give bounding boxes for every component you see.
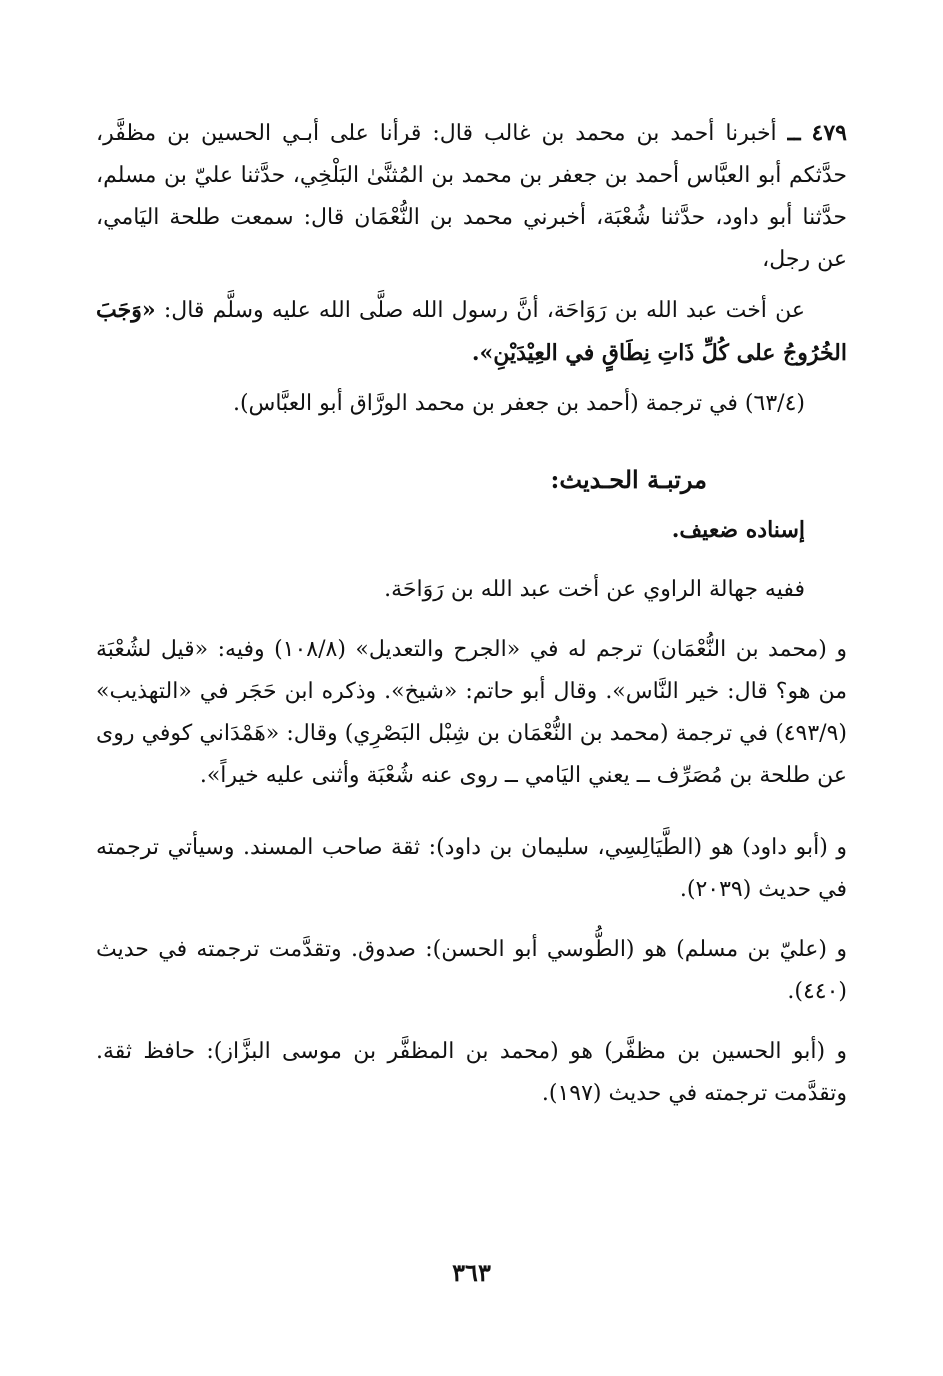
hadith-reference: (٦٣/٤) في ترجمة (أحمد بن جعفر بن محمد الورَّاق أبو العبَّاس).: [232, 391, 805, 416]
note-paragraph-narrator-4: و (أبو الحسين بن مظفَّر) هو (محمد بن المظفَّر بن موسى البزَّاز): حافظ ثقة. وتقدَّمت ترجمته في حديث (١٩٧).: [96, 1039, 847, 1106]
hadith-grade: إسناده ضعيف.: [671, 517, 805, 543]
hadith-matn-paragraph: [96, 289, 847, 375]
note-paragraph-narrator-3: و (عليّ بن مسلم) هو (الطُّوسي أبو الحسن): صدوق. وتقدَّمت ترجمته في حديث (٤٤٠).: [96, 937, 847, 1004]
grade-section-title: مرتبـة الحـديث:: [550, 465, 707, 494]
hadith-isnad-paragraph: [96, 112, 847, 281]
hadith-number: ٤٧٩: [811, 120, 847, 146]
note-paragraph-narrator-1: و (محمد بن النُّعْمَان) ترجم له في «الجرح والتعديل» (١٠٨/٨) وفيه: «قيل لشُعْبَة من هو؟ قال: خير النَّاس». وقال أبو حاتم: «شيخ». وذكره ابن حَجَر في «التهذيب» (٤٩٣/٩) في ترجمة (محمد بن النُّعْمَان بن شِبْل البَصْرِي) وقال: «هَمْدَاني كوفي روى عن طلحة بن مُصَرِّف ــ يعني اليَامي ــ روى عنه شُعْبَة وأثنى عليه خيراً».: [96, 637, 847, 788]
page-number: ٣٦٣: [452, 1258, 491, 1287]
hadith-number-dash: ــ: [787, 120, 801, 146]
note-paragraph-narrator-2: و (أبو داود) هو (الطَّيَالِسِي، سليمان بن داود): ثقة صاحب المسند. وسيأتي ترجمته في حديث (٢٠٣٩).: [96, 835, 847, 902]
hadith-matn-intro: عن أخت عبد الله بن رَوَاحَة، أنَّ رسول الله صلَّى الله عليه وسلَّم قال:: [163, 298, 805, 323]
grade-reason: ففيه جهالة الراوي عن أخت عبد الله بن رَوَاحَة.: [384, 577, 805, 602]
hadith-isnad: أخبرنا أحمد بن محمد بن غالب قال: قرأنا على أبـي الحسين بن مظفَّر، حدَّثكم أبو العبَّاس أحمد بن جعفر بن محمد بن المُثنَّىٰ البَلْخِي، حدَّثنا عليّ بن مسلم، حدَّثنا أبو داود، حدَّثنا شُعْبَة، أخبرني محمد بن النُّعْمَان قال: سمعت طلحة اليَامي، عن رجل،: [96, 121, 847, 272]
hadith-matn-quote: «وَجَبَ الخُرُوجُ على كُلِّ ذَاتِ نِطَاقٍ في العِيْدَيْنِ».: [96, 297, 847, 366]
page-body: [96, 112, 847, 1115]
